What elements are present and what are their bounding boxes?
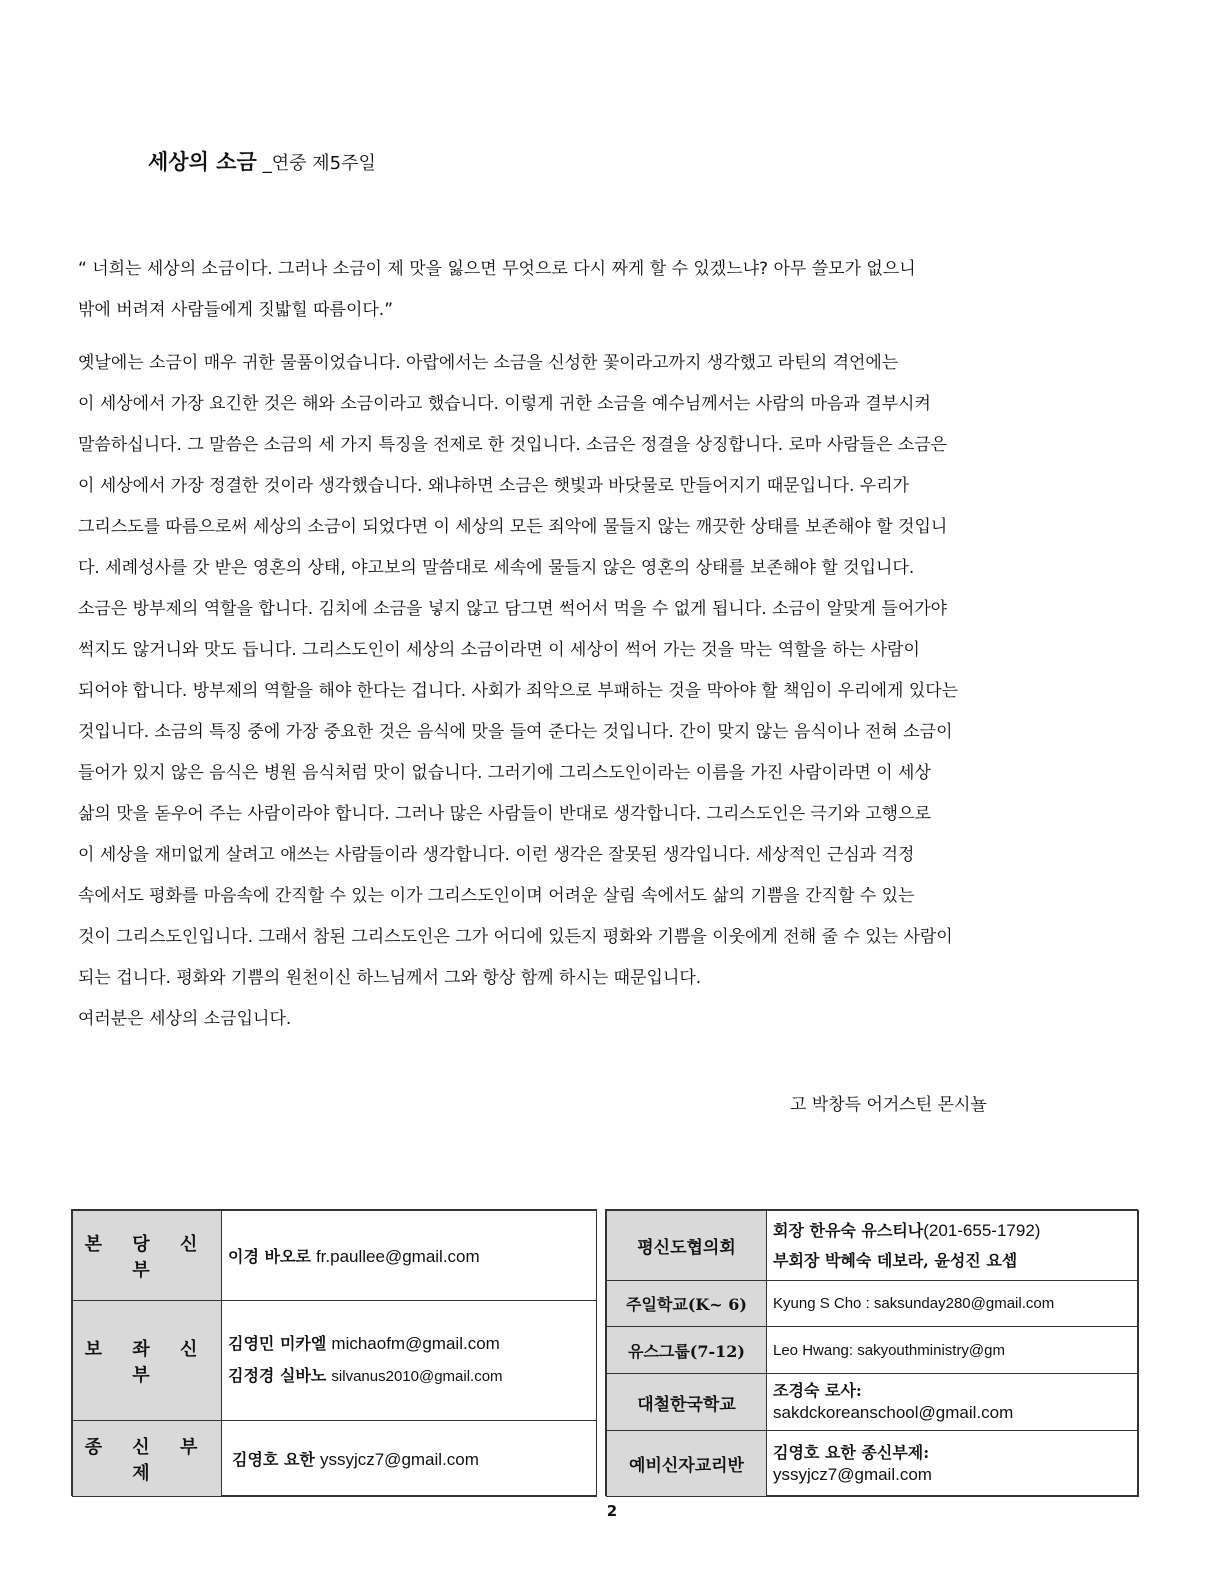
youth-contact-email[interactable]: sakyouthministry@gm: [857, 1341, 1006, 1359]
council-vice-presidents: 부회장 박혜숙 데보라, 윤성진 요셉: [773, 1250, 1018, 1270]
catechumen-label: 예비신자교리반: [606, 1430, 767, 1497]
body-line: 다. 세례성사를 갓 받은 영혼의 상태, 야고보의 말씀대로 세속에 물들지 않은 영혼의 상태를 보존해야 할 것입니다.: [78, 558, 915, 578]
body-line: 것입니다. 소금의 특징 중에 가장 중요한 것은 음식에 맛을 들여 준다는 것입니다. 간이 맞지 않는 음식이나 전혀 소금이: [78, 722, 953, 742]
council-president: 회장 한유숙 유스티나: [773, 1220, 924, 1240]
page-title: [148, 146, 376, 176]
assistant-name-1: 김영민 미카엘: [228, 1334, 327, 1353]
assistant-name-2: 김정경 실바노: [228, 1366, 327, 1385]
deacon-info: [221, 1420, 597, 1497]
scripture-quote: [78, 249, 1148, 331]
pastor-label: 본 당 신 부: [72, 1210, 222, 1301]
sunday-school-contact[interactable]: Kyung S Cho : saksunday280@gmail.com: [773, 1295, 1055, 1312]
deacon-name: 김영호 요한: [232, 1450, 315, 1469]
deacon-label: 종 신 부 제: [72, 1420, 222, 1497]
korean-school-contact-name: 조경숙 로사:: [773, 1381, 862, 1400]
korean-school-email[interactable]: sakdckoreanschool@gmail.com: [773, 1403, 1014, 1422]
author-signature: 고 박창득 어거스틴 몬시뇰: [790, 1095, 987, 1115]
youth-contact-name: Leo Hwang:: [773, 1341, 854, 1359]
youth-group-info: [766, 1326, 1139, 1374]
body-line: 속에서도 평화를 마음속에 간직할 수 있는 이가 그리스도인이며 어려운 살림 속에서도 삶의 기쁨을 간직할 수 있는: [78, 886, 915, 906]
assistant-pastor-info: [221, 1300, 597, 1421]
body-line: 이 세상에서 가장 요긴한 것은 해와 소금이라고 했습니다. 이렇게 귀한 소금을 예수님께서는 사람의 마음과 결부시켜: [78, 394, 931, 414]
body-line: 말씀하십니다. 그 말씀은 소금의 세 가지 특징을 전제로 한 것입니다. 소금은 정결을 상징합니다. 로마 사람들은 소금은: [78, 435, 948, 455]
assistant-email-2[interactable]: silvanus2010@gmail.com: [331, 1368, 503, 1385]
body-line: 소금은 방부제의 역할을 합니다. 김치에 소금을 넣지 않고 담그면 썩어서 먹을 수 없게 됩니다. 소금이 알맞게 들어가야: [78, 599, 948, 619]
catechumen-email[interactable]: yssyjcz7@gmail.com: [773, 1464, 932, 1484]
sunday-school-label: 주일학교(K~ 6): [606, 1280, 767, 1327]
ministry-table: [605, 1209, 1138, 1496]
title-main: 세상의 소금: [148, 150, 257, 174]
body-line: 되어야 합니다. 방부제의 역할을 해야 한다는 겁니다. 사회가 죄악으로 부패하는 것을 막아야 할 책임이 우리에게 있다는: [78, 681, 959, 701]
clergy-table: [71, 1209, 597, 1496]
council-info: [766, 1210, 1139, 1281]
korean-school-info: [766, 1373, 1139, 1431]
pastor-info: [221, 1210, 597, 1301]
body-line: 이 세상에서 가장 정결한 것이라 생각했습니다. 왜냐하면 소금은 햇빛과 바닷물로 만들어지기 때문입니다. 우리가: [78, 476, 910, 496]
page-number: 2: [606, 1502, 618, 1520]
body-line: 썩지도 않거니와 맛도 듭니다. 그리스도인이 세상의 소금이라면 이 세상이 썩어 가는 것을 막는 역할을 하는 사람이: [78, 640, 920, 660]
council-label: 평신도협의회: [606, 1210, 767, 1281]
quote-line: “ 너희는 세상의 소금이다. 그러나 소금이 제 맛을 잃으면 무엇으로 다시 짜게 할 수 있겠느냐? 아무 쓸모가 없으니: [78, 259, 916, 279]
assistant-email-1[interactable]: michaofm@gmail.com: [331, 1334, 500, 1353]
catechumen-info: [766, 1430, 1139, 1497]
pastor-email[interactable]: fr.paullee@gmail.com: [315, 1247, 480, 1266]
title-subtitle: _연중 제5주일: [262, 153, 376, 174]
catechumen-contact-name: 김영호 요한 종신부제:: [773, 1442, 930, 1462]
body-line: 삶의 맛을 돋우어 주는 사람이라야 합니다. 그러나 많은 사람들이 반대로 생각합니다. 그리스도인은 극기와 고행으로: [78, 804, 931, 824]
body-line: 되는 겁니다. 평화와 기쁨의 원천이신 하느님께서 그와 항상 함께 하시는 때문입니다.: [78, 968, 702, 988]
assistant-pastor-label: 보 좌 신 부: [72, 1300, 222, 1421]
deacon-email[interactable]: yssyjcz7@gmail.com: [319, 1450, 479, 1469]
body-line: 이 세상을 재미없게 살려고 애쓰는 사람들이라 생각합니다. 이런 생각은 잘못된 생각입니다. 세상적인 근심과 걱정: [78, 845, 915, 865]
body-line: 옛날에는 소금이 매우 귀한 물품이었습니다. 아랍에서는 소금을 신성한 꽃이라고까지 생각했고 라틴의 격언에는: [78, 353, 899, 373]
body-line: 들어가 있지 않은 음식은 병원 음식처럼 맛이 없습니다. 그러기에 그리스도인이라는 이름을 가진 사람이라면 이 세상: [78, 763, 931, 783]
council-phone: (201-655-1792): [923, 1220, 1041, 1240]
body-line: 여러분은 세상의 소금입니다.: [78, 1009, 292, 1029]
korean-school-label: 대철한국학교: [606, 1373, 767, 1431]
sunday-school-info: [766, 1280, 1139, 1327]
youth-group-label: 유스그룹(7-12): [606, 1326, 767, 1374]
homily-body: [78, 343, 1148, 1040]
quote-line: 밖에 버려져 사람들에게 짓밟힐 따름이다.”: [78, 300, 393, 320]
body-line: 그리스도를 따름으로써 세상의 소금이 되었다면 이 세상의 모든 죄악에 물들지 않는 깨끗한 상태를 보존해야 할 것입니: [78, 517, 948, 537]
body-line: 것이 그리스도인입니다. 그래서 참된 그리스도인은 그가 어디에 있든지 평화와 기쁨을 이웃에게 전해 줄 수 있는 사람이: [78, 927, 953, 947]
pastor-name: 이경 바오로: [228, 1247, 311, 1266]
